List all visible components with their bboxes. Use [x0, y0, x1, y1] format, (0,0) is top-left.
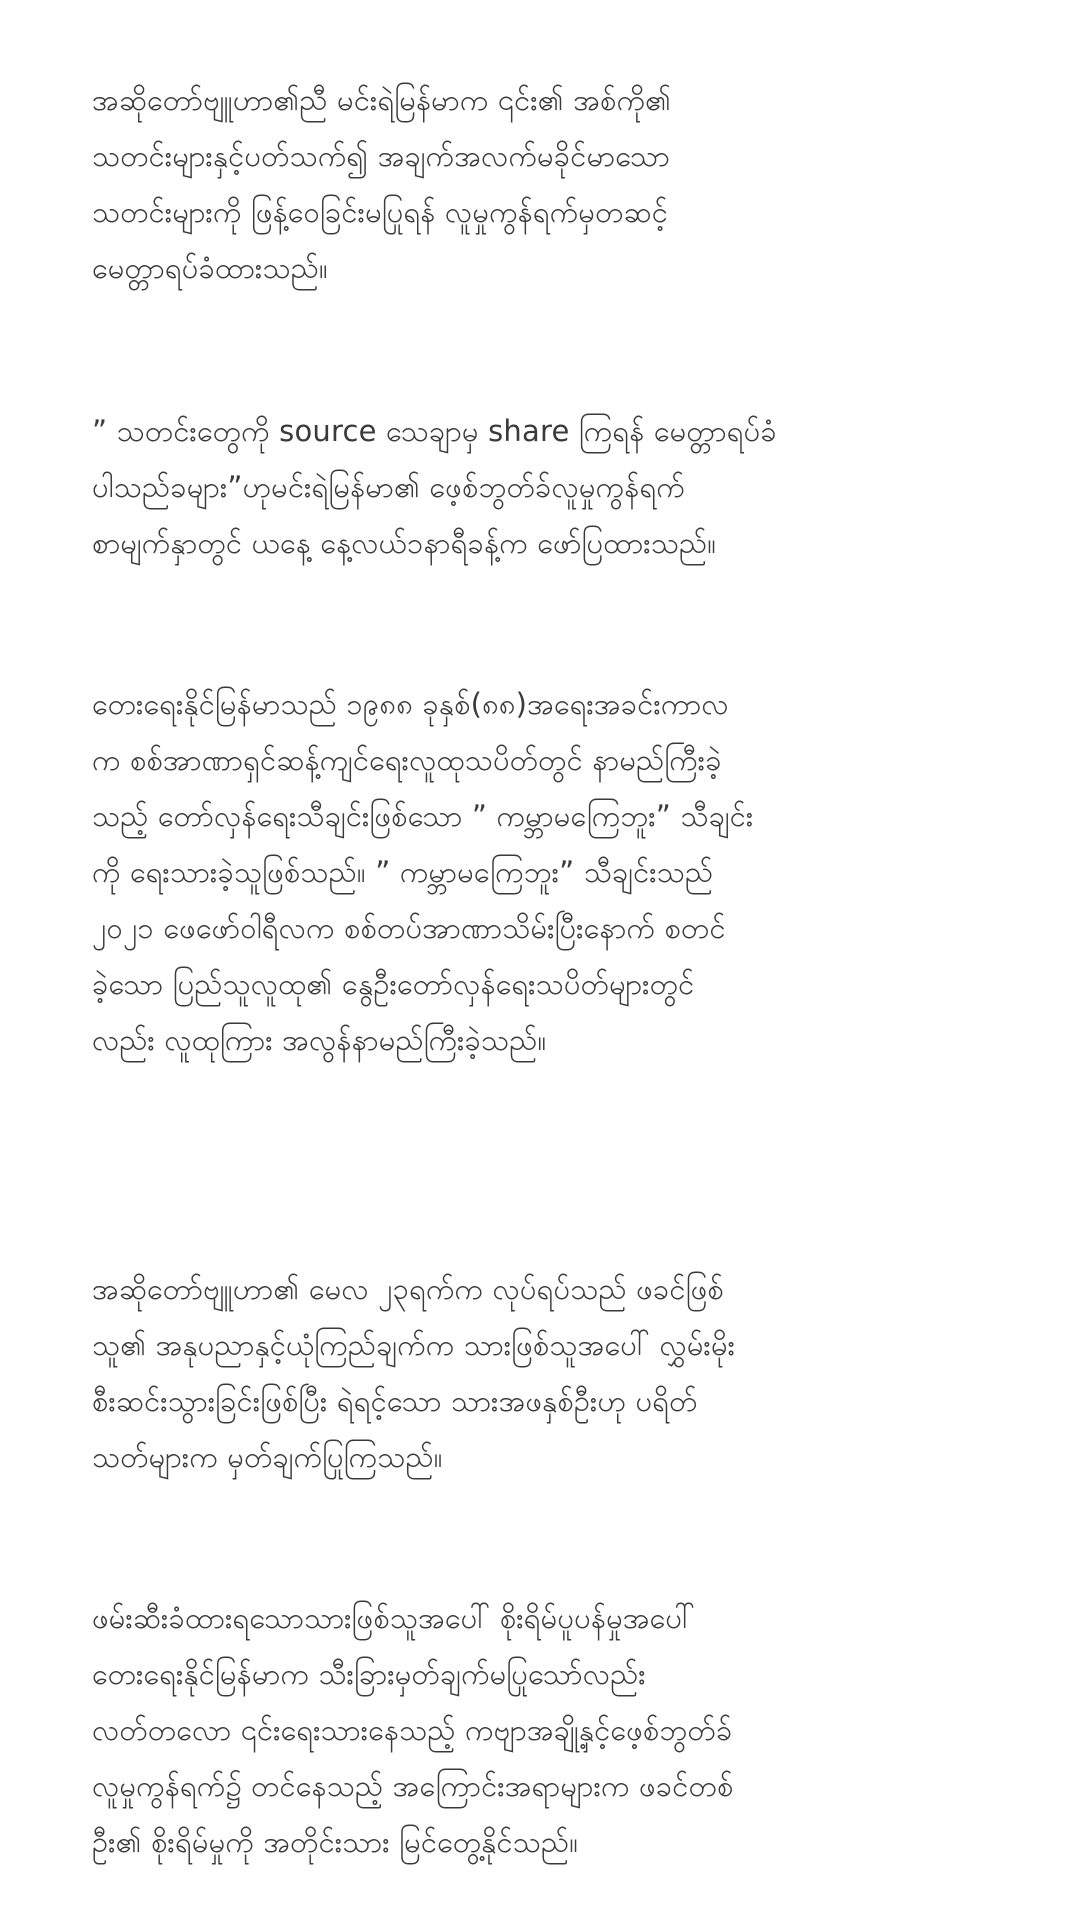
text-line: စာမျက်နှာတွင် ယနေ့ နေ့လယ်၁နာရီခန့်က ဖော်ပြထားသည်။: [92, 526, 717, 560]
text-line: ခဲ့သော ပြည်သူလူထု၏ နွေဦးတော်လှန်ရေးသပိတ်များတွင်: [92, 967, 695, 1001]
paragraph-quote: [92, 403, 822, 571]
text-line: သည့် တော်လှန်ရေးသီချင်းဖြစ်သော ” ကမ္ဘာမကြေဘူး” သီချင်း: [92, 799, 754, 833]
text-line: ကို ရေးသားခဲ့သူဖြစ်သည်။ ” ကမ္ဘာမကြေဘူး” သီချင်းသည်: [92, 855, 714, 889]
text-line: ဖမ်းဆီးခံထားရသောသားဖြစ်သူအပေါ် စိုးရိမ်ပူပန်မှုအပေါ်: [92, 1601, 696, 1635]
text-line: ဦး၏ စိုးရိမ်မှုကို အတိုင်းသား မြင်တွေ့နိုင်သည်။: [92, 1825, 579, 1859]
text-line: လတ်တလော ၎င်းရေးသားနေသည့် ကဗျာအချို့နှင့်ဖေ့စ်ဘွတ်ခ်: [92, 1713, 733, 1747]
text-line: စီးဆင်းသွားခြင်းဖြစ်ပြီး ရဲရင့်သော သားအဖနှစ်ဦးဟု ပရိတ်: [92, 1384, 698, 1418]
paragraph-father-concern: [92, 1590, 822, 1870]
text-line: ၂၀၂၁ ဖေဖော်ဝါရီလက စစ်တပ်အာဏာသိမ်းပြီးနောက် စတင်: [92, 911, 726, 945]
text-line: လည်း လူထုကြား အလွန်နာမည်ကြီးခဲ့သည်။: [92, 1023, 547, 1057]
text-line: တေးရေးနိုင်မြန်မာသည် ၁၉၈၈ ခုနှစ်(၈၈)အရေးအခင်းကာလ: [92, 687, 729, 721]
text-line: အဆိုတော်ဗျူဟာ၏ မေလ ၂၃ရက်က လုပ်ရပ်သည် ဖခင်ဖြစ်: [92, 1272, 724, 1306]
text-line: တေးရေးနိုင်မြန်မာက သီးခြားမှတ်ချက်မပြုသော်လည်း: [92, 1657, 646, 1691]
text-line: လူမှုကွန်ရက်၌ တင်နေသည့် အကြောင်းအရာများက ဖခင်တစ်: [92, 1769, 734, 1803]
text-line: ” သတင်းတွေကို source သေချာမှ share ကြရန် မေတ္တာရပ်ခံ: [92, 414, 777, 448]
paragraph-audience-comments: [92, 1261, 822, 1485]
text-line: သတင်းများနှင့်ပတ်သက်၍ အချက်အလက်မခိုင်မာသော: [92, 139, 671, 173]
text-line: သူ၏ အနုပညာနှင့်ယုံကြည်ချက်က သားဖြစ်သူအပေါ် လွှမ်းမိုး: [92, 1328, 736, 1362]
text-line: အဆိုတော်ဗျူဟာ၏ညီ မင်းရဲမြန်မာက ၎င်း၏ အစ်ကို၏: [92, 83, 672, 117]
paragraph-request-to-stop-rumors: [92, 72, 822, 296]
text-line: သတ်များက မှတ်ချက်ပြုကြသည်။: [92, 1440, 443, 1474]
paragraph-song-history: [92, 676, 822, 1068]
text-line: မေတ္တာရပ်ခံထားသည်။: [92, 251, 328, 285]
text-line: သတင်းများကို ဖြန့်ဝေခြင်းမပြုရန် လူမှုကွန်ရက်မှတဆင့်: [92, 195, 669, 229]
text-line: ပါသည်ခများ”ဟုမင်းရဲမြန်မာ၏ ဖေ့စ်ဘွတ်ခ်လူမှုကွန်ရက်: [92, 470, 685, 504]
text-line: က စစ်အာဏာရှင်ဆန့်ကျင်ရေးလူထုသပိတ်တွင် နာမည်ကြီးခဲ့: [92, 743, 722, 777]
